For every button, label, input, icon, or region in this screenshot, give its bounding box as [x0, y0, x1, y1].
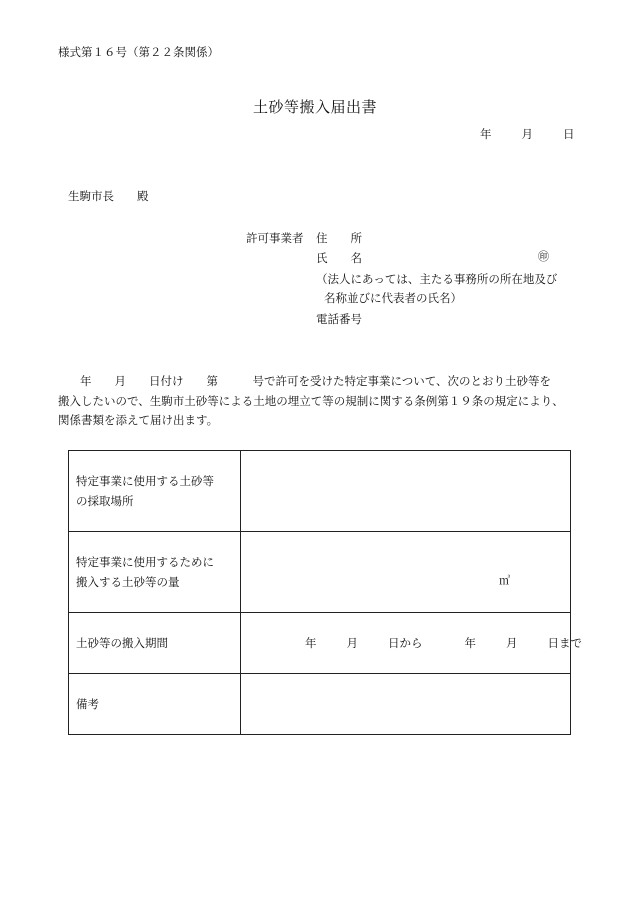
- date-day: 日: [563, 127, 575, 141]
- corporate-note-line1: （法人にあっては、主たる事務所の所在地及び: [316, 272, 558, 286]
- table-row: [69, 451, 571, 532]
- start-year: 年: [305, 636, 317, 650]
- body-line: 年 月 日付け 第 号で許可を受けた特定事業について、次のとおり土砂等を: [80, 374, 552, 388]
- date-month: 月: [521, 127, 533, 141]
- corporate-note-line2: 名称並びに代表者の氏名）: [324, 291, 462, 305]
- soil-volume-label: [69, 532, 241, 613]
- delivery-period-field[interactable]: [241, 613, 582, 674]
- remarks-label: 備考: [69, 674, 241, 735]
- table-row: [69, 674, 571, 735]
- soil-volume-field[interactable]: [241, 532, 571, 613]
- label-line: 搬入する土砂等の量: [76, 575, 180, 589]
- address-label: 住 所: [316, 231, 362, 245]
- document-title: 土砂等搬入届出書: [252, 98, 377, 116]
- table-row: [69, 532, 571, 613]
- start-day: 日から: [388, 636, 423, 650]
- collection-site-field[interactable]: [241, 451, 571, 532]
- body-line: 関係書類を添えて届け出ます。: [58, 413, 219, 427]
- remarks-field[interactable]: [241, 674, 571, 735]
- cubic-meter-unit: ㎥: [499, 574, 510, 587]
- start-month: 月: [346, 636, 358, 650]
- delivery-period-label: 土砂等の搬入期間: [69, 613, 241, 674]
- name-label: 氏 名: [316, 251, 362, 265]
- applicant-label: 許可事業者: [246, 231, 304, 245]
- phone-label: 電話番号: [316, 312, 362, 326]
- notification-table: [68, 450, 582, 735]
- end-year: 年: [464, 636, 476, 650]
- date-year: 年: [480, 127, 492, 141]
- body-line: 搬入したいので、生駒市土砂等による土地の埋立て等の規制に関する条例第１９条の規定により、: [58, 393, 564, 408]
- label-line: の採取場所: [76, 494, 134, 508]
- end-day: 日まで: [547, 636, 582, 650]
- end-month: 月: [506, 636, 518, 650]
- seal-icon: ㊞: [538, 250, 549, 263]
- body-paragraph: [58, 372, 578, 431]
- addressee: 生駒市長 殿: [68, 189, 149, 203]
- label-line: 特定事業に使用する土砂等: [76, 474, 214, 488]
- label-line: 特定事業に使用するために: [76, 555, 214, 569]
- period-line: [305, 635, 582, 651]
- table-row: [69, 613, 571, 674]
- collection-site-label: [69, 451, 241, 532]
- form-number: 様式第１６号（第２２条関係）: [58, 45, 219, 59]
- date-line: [480, 126, 575, 142]
